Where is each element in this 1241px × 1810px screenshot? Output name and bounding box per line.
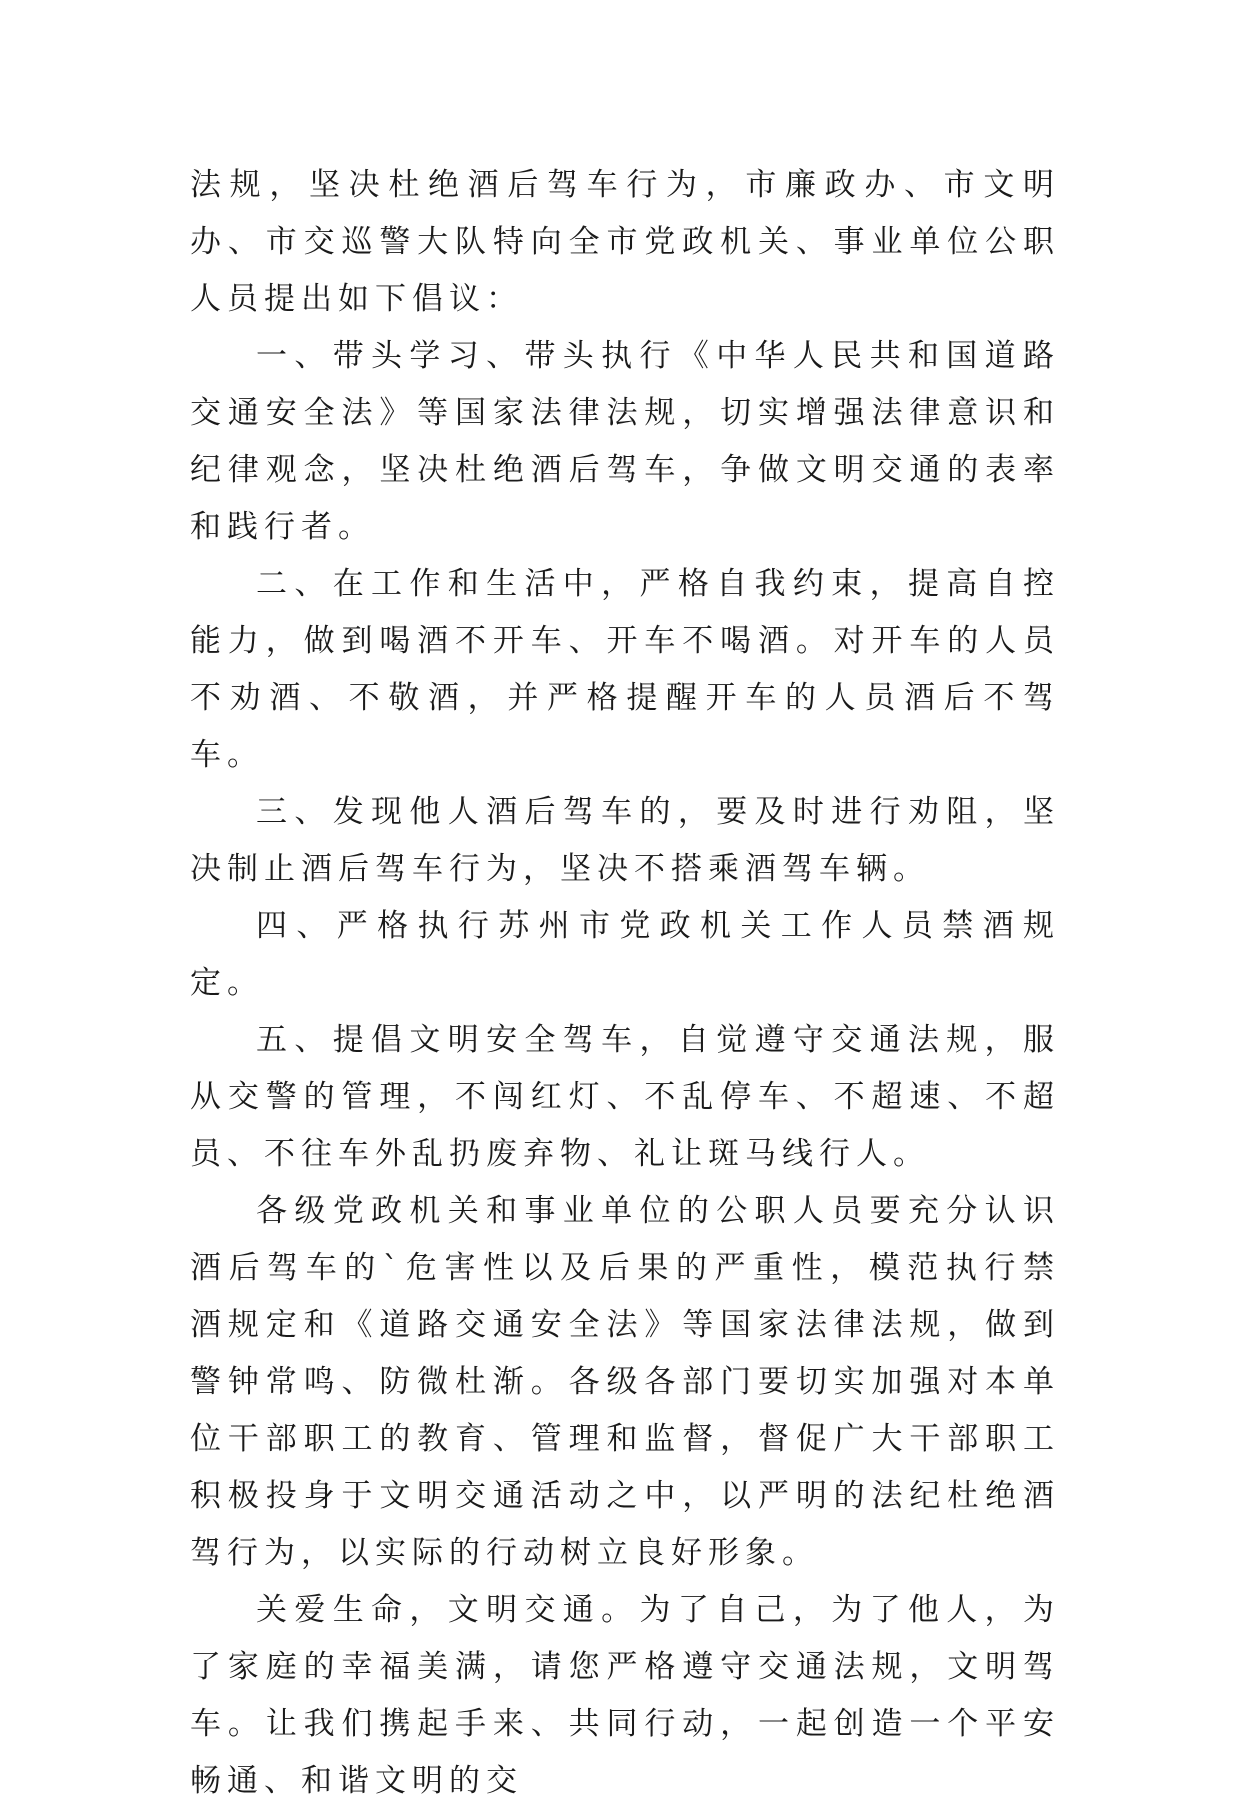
paragraph-item-4: 四、严格执行苏州市党政机关工作人员禁酒规定。 [190, 908, 1060, 1001]
document-body [190, 157, 1060, 1810]
paragraph-item-3: 三、发现他人酒后驾车的，要及时进行劝阻，坚决制止酒后驾车行为，坚决不搭乘酒驾车辆。 [190, 794, 1060, 887]
paragraph-closing: 关爱生命，文明交通。为了自己，为了他人，为了家庭的幸福美满，请您严格遵守交通法规，文明驾车。让我们携起手来、共同行动，一起创造一个平安畅通、和谐文明的交 [190, 1592, 1060, 1799]
paragraph-continuation: 法规，坚决杜绝酒后驾车行为，市廉政办、市文明办、市交巡警大队特向全市党政机关、事业单位公职人员提出如下倡议： [190, 167, 1060, 317]
paragraph-item-5: 五、提倡文明安全驾车，自觉遵守交通法规，服从交警的管理，不闯红灯、不乱停车、不超速、不超员、不往车外乱扔废弃物、礼让斑马线行人。 [190, 1022, 1060, 1172]
paragraph-summary: 各级党政机关和事业单位的公职人员要充分认识酒后驾车的`危害性以及后果的严重性，模范执行禁酒规定和《道路交通安全法》等国家法律法规，做到警钟常鸣、防微杜渐。各级各部门要切实加强对本单位干部职工的教育、管理和监督，督促广大干部职工积极投身于文明交通活动之中，以严明的法纪杜绝酒驾行为，以实际的行动树立良好形象。 [190, 1193, 1060, 1571]
paragraph-item-1: 一、带头学习、带头执行《中华人民共和国道路交通安全法》等国家法律法规，切实增强法律意识和纪律观念，坚决杜绝酒后驾车，争做文明交通的表率和践行者。 [190, 338, 1060, 545]
paragraph-item-2: 二、在工作和生活中，严格自我约束，提高自控能力，做到喝酒不开车、开车不喝酒。对开车的人员不劝酒、不敬酒，并严格提醒开车的人员酒后不驾车。 [190, 566, 1060, 773]
